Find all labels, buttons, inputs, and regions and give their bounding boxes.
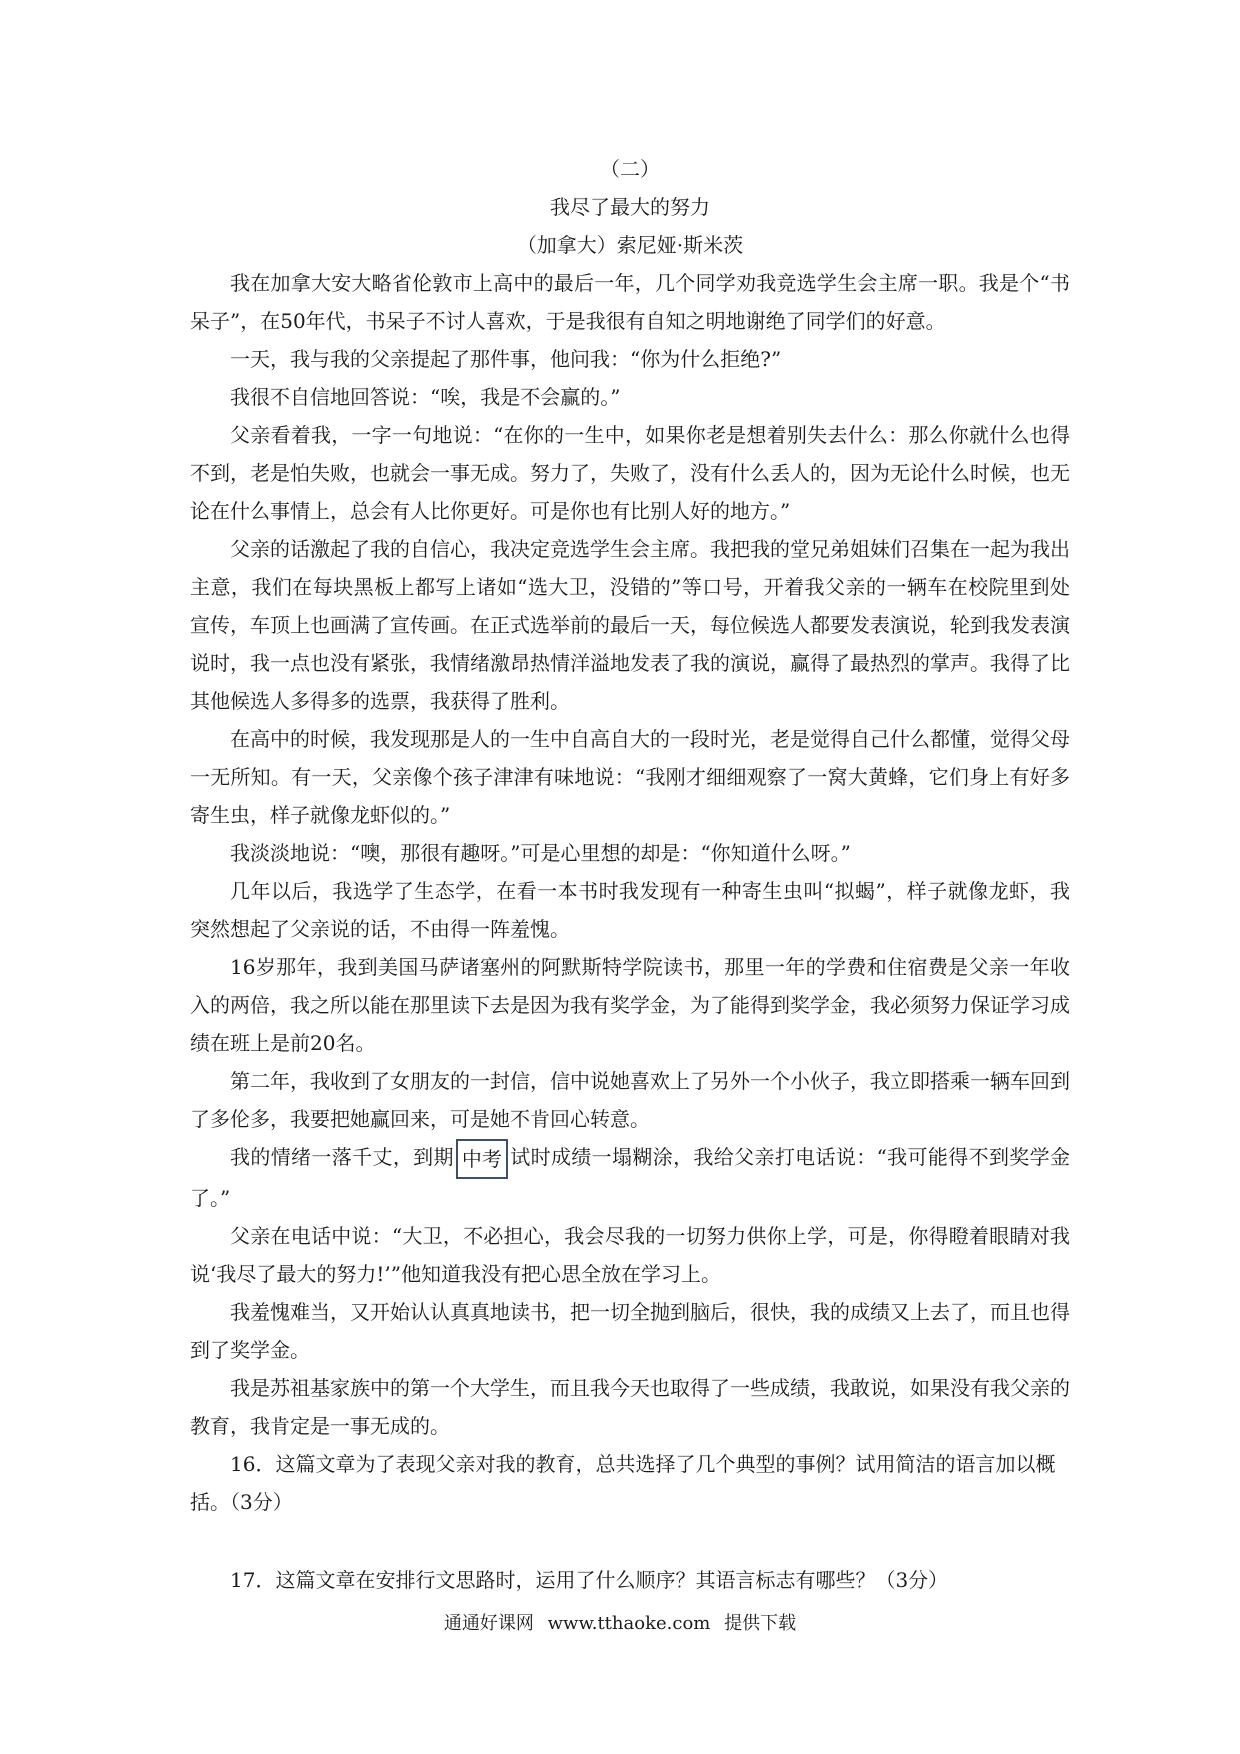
question-17: 17．这篇文章在安排行文思路时，运用了什么顺序？其语言标志有哪些？（3分） bbox=[230, 1567, 949, 1592]
footer-site: 通通好课网 bbox=[443, 1613, 534, 1634]
page-footer bbox=[0, 1610, 1240, 1638]
article-author: （加拿大）索尼娅·斯米茨 bbox=[516, 233, 744, 257]
paragraph: 一天，我与我的父亲提起了那件事，他问我：“你为什么拒绝?” bbox=[230, 347, 782, 371]
boxed-paragraph-after: 试时成绩一塌糊涂，我给父亲打电话说：“我可能得不到奖学金了。” bbox=[190, 1145, 1070, 1210]
answer-space bbox=[190, 1521, 1070, 1561]
paragraph-with-box bbox=[190, 1138, 1070, 1217]
paragraph: 父亲看着我，一字一句地说：“在你的一生中，如果你老是想着别失去什么：那么你就什么也得不到，老是怕失败，也就会一事无成。努力了，失败了，没有什么丢人的，因为无论什么时候，也无论在什么事情上，总会有人比你更好。可是你也有比别人好的地方。” bbox=[190, 423, 1070, 523]
paragraph: 父亲的话激起了我的自信心，我决定竞选学生会主席。我把我的堂兄弟姐妹们召集在一起为我出主意，我们在每块黑板上都写上诸如“选大卫，没错的”等口号，开着我父亲的一辆车在校院里到处宣传，车顶上也画满了宣传画。在正式选举前的最后一天，每位候选人都要发表演说，轮到我发表演说时，我一点也没有紧张，我情绪激昂热情洋溢地发表了我的演说，赢得了最热烈的掌声。我得了比其他候选人多得多的选票，我获得了胜利。 bbox=[190, 537, 1070, 713]
paragraph: 父亲在电话中说：“大卫，不必担心，我会尽我的一切努力供你上学，可是，你得瞪着眼睛对我说‘我尽了最大的努力!’”他知道我没有把心思全放在学习上。 bbox=[190, 1223, 1070, 1286]
highlight-box: 中考 bbox=[456, 1139, 508, 1179]
paragraph: 我是苏祖基家族中的第一个大学生，而且我今天也取得了一些成绩，我敢说，如果没有我父亲的教育，我肯定是一事无成的。 bbox=[190, 1375, 1070, 1438]
question-16: 16．这篇文章为了表现父亲对我的教育，总共选择了几个典型的事例？试用简洁的语言加以概括。（3分） bbox=[190, 1451, 1056, 1514]
document-page bbox=[190, 150, 1070, 1599]
boxed-paragraph-before: 我的情绪一落千丈，到期 bbox=[230, 1145, 454, 1169]
paragraph: 第二年，我收到了女朋友的一封信，信中说她喜欢上了另外一个小伙子，我立即搭乘一辆车回到了多伦多，我要把她赢回来，可是她不肯回心转意。 bbox=[190, 1069, 1070, 1131]
paragraph: 我淡淡地说：“噢，那很有趣呀。”可是心里想的却是：“你知道什么呀。” bbox=[230, 841, 851, 865]
paragraph: 我羞愧难当，又开始认认真真地读书，把一切全抛到脑后，很快，我的成绩又上去了，而且也得到了奖学金。 bbox=[190, 1299, 1070, 1362]
paragraph: 几年以后，我选学了生态学，在看一本书时我发现有一种寄生虫叫“拟蝎”，样子就像龙虾，我突然想起了父亲说的话，不由得一阵羞愧。 bbox=[190, 879, 1070, 941]
article-title: 我尽了最大的努力 bbox=[550, 195, 710, 219]
paragraph: 在高中的时候，我发现那是人的一生中自高自大的一段时光，老是觉得自己什么都懂，觉得父母一无所知。有一天，父亲像个孩子津津有味地说：“我刚才细细观察了一窝大黄蜂，它们身上有好多寄生虫，样子就像龙虾似的。” bbox=[190, 727, 1070, 827]
paragraph: 16岁那年，我到美国马萨诸塞州的阿默斯特学院读书，那里一年的学费和住宿费是父亲一年收入的两倍，我之所以能在那里读下去是因为我有奖学金，为了能得到奖学金，我必须努力保证学习成绩在班上是前20名。 bbox=[190, 955, 1070, 1055]
footer-url[interactable]: www.tthaoke.com bbox=[547, 1613, 711, 1634]
section-number: （二） bbox=[600, 157, 660, 181]
paragraph: 我很不自信地回答说：“唉，我是不会赢的。” bbox=[230, 385, 621, 409]
paragraph: 我在加拿大安大略省伦敦市上高中的最后一年，几个同学劝我竞选学生会主席一职。我是个“书呆子”，在50年代，书呆子不讨人喜欢，于是我很有自知之明地谢绝了同学们的好意。 bbox=[190, 271, 1070, 333]
footer-note: 提供下载 bbox=[724, 1613, 797, 1634]
